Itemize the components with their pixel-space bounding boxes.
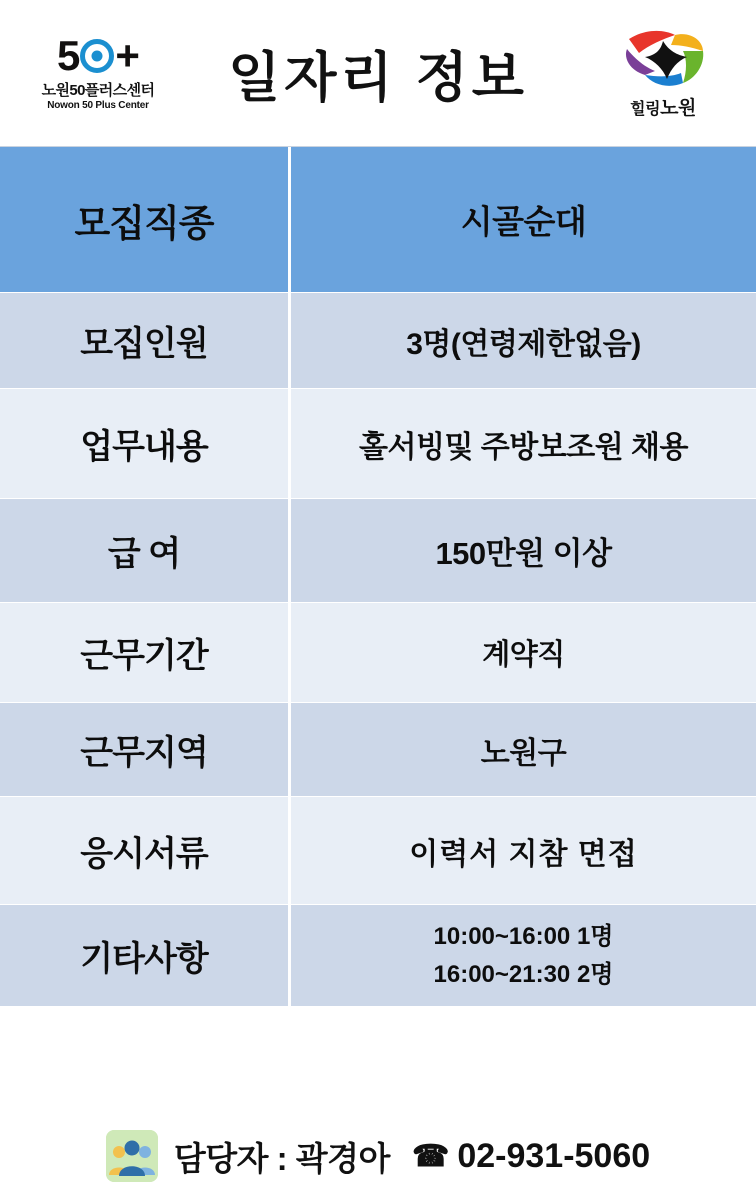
table-row bbox=[0, 147, 756, 293]
table-row bbox=[0, 703, 756, 797]
row-value-work-period: 계약직 bbox=[291, 603, 756, 702]
row-label-job-type: 모집직종 bbox=[0, 147, 291, 292]
page-title: 일자리 정보 bbox=[228, 47, 528, 108]
ring-logo-icon bbox=[57, 32, 139, 79]
table-row bbox=[0, 389, 756, 499]
logo-name-english: Nowon 50 Plus Center bbox=[47, 100, 149, 111]
row-label-work-area: 근무지역 bbox=[0, 703, 291, 796]
row-label-headcount: 모집인원 bbox=[0, 293, 291, 388]
table-row bbox=[0, 905, 756, 1007]
telephone-icon: ☎ bbox=[411, 1139, 450, 1173]
row-label-salary: 급 여 bbox=[0, 499, 291, 602]
row-value-salary: 150만원 이상 bbox=[291, 499, 756, 602]
caption-healing: 힐링 bbox=[630, 100, 661, 118]
row-value-job-type: 시골순대 bbox=[291, 147, 756, 292]
table-row bbox=[0, 293, 756, 389]
table-row bbox=[0, 603, 756, 703]
row-label-work-period: 근무기간 bbox=[0, 603, 291, 702]
healing-nowon-logo bbox=[588, 27, 738, 120]
logo-mark-left: 5 bbox=[57, 32, 80, 79]
logo-name-korean: 노원50플러스센터 bbox=[41, 82, 155, 99]
row-value-headcount: 3명(연령제한없음) bbox=[291, 293, 756, 388]
row-value-documents: 이력서 지참 면접 bbox=[291, 797, 756, 904]
table-row bbox=[0, 797, 756, 905]
nowon-50plus-logo bbox=[18, 32, 178, 111]
poster-footer bbox=[0, 1110, 756, 1202]
row-value-work-area: 노원구 bbox=[291, 703, 756, 796]
row-value-duties: 홀서빙및 주방보조원 채용 bbox=[291, 389, 756, 498]
contact-phone bbox=[412, 1137, 650, 1176]
people-group-icon bbox=[106, 1130, 158, 1182]
row-label-other: 기타사항 bbox=[0, 905, 291, 1006]
logo-ring-shape bbox=[80, 39, 114, 73]
phone-number: 02-931-5060 bbox=[457, 1136, 651, 1175]
nowon-star-emblem-icon bbox=[619, 27, 707, 89]
healing-nowon-caption bbox=[630, 93, 696, 120]
poster-header bbox=[0, 0, 756, 146]
row-label-duties: 업무내용 bbox=[0, 389, 291, 498]
row-value-other-line2: 16:00~21:30 2명 bbox=[433, 960, 614, 988]
job-info-table bbox=[0, 146, 756, 1007]
table-row bbox=[0, 499, 756, 603]
caption-nowon: 노원 bbox=[660, 97, 696, 119]
row-label-documents: 응시서류 bbox=[0, 797, 291, 904]
row-value-other-line1: 10:00~16:00 1명 bbox=[433, 923, 614, 951]
contact-person: 담당자 : 곽경아 bbox=[173, 1139, 390, 1177]
logo-mark-right: + bbox=[115, 32, 139, 79]
row-value-other bbox=[291, 905, 756, 1006]
